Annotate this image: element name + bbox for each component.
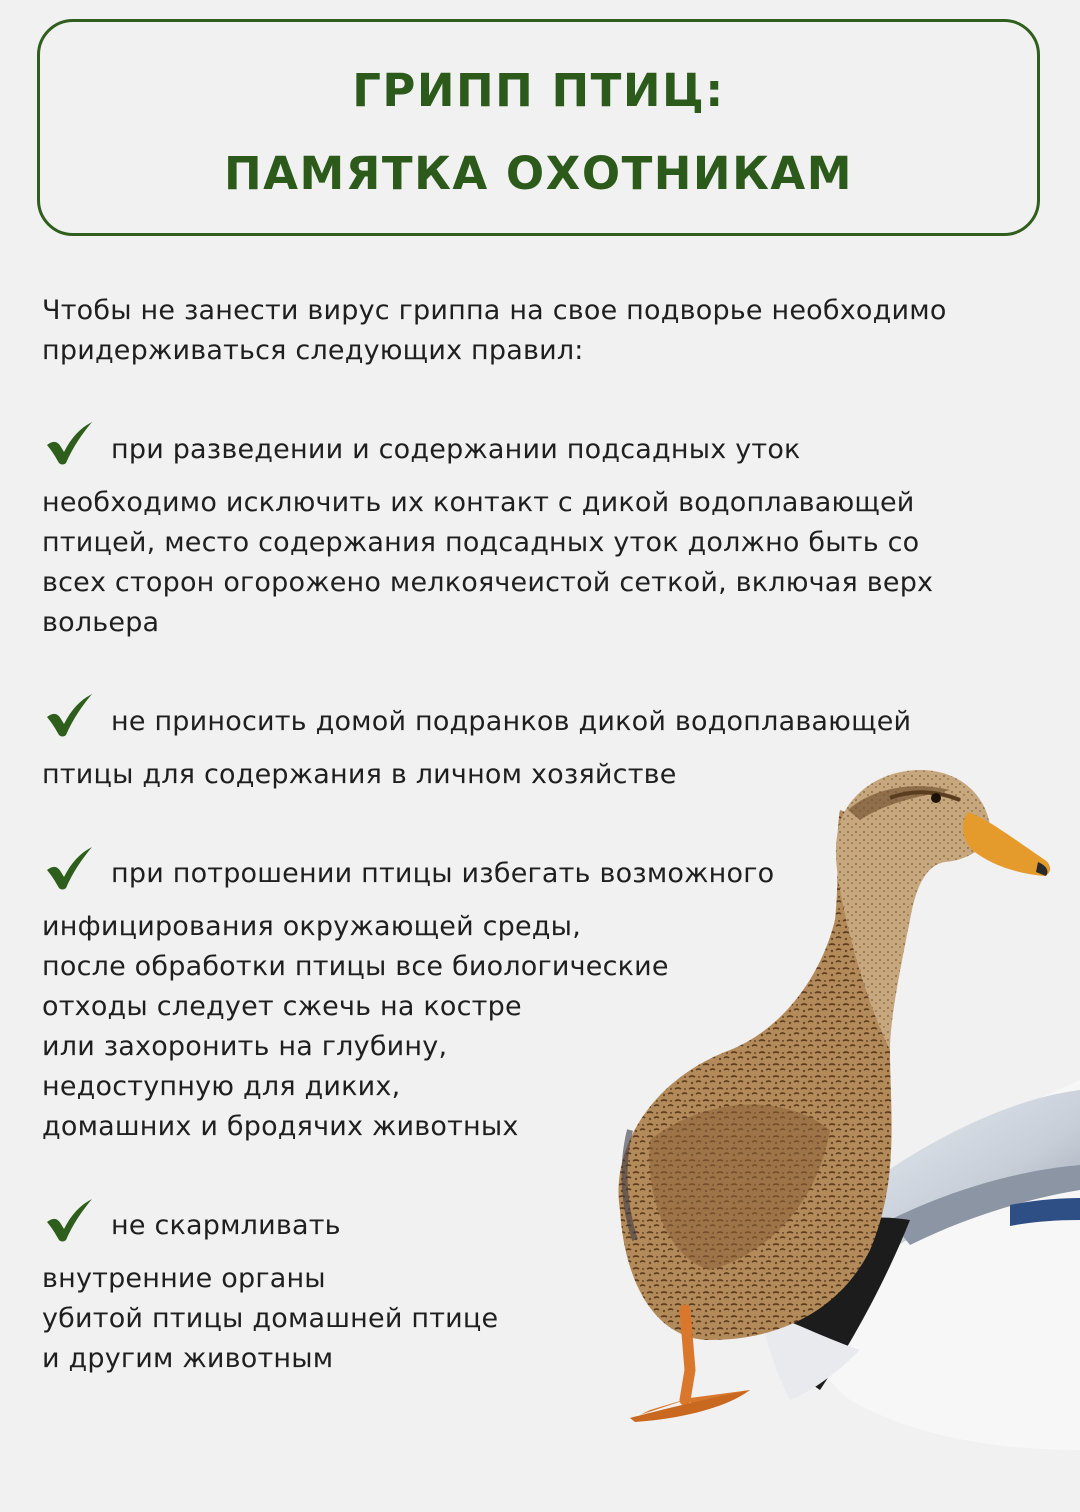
- rule-3-heading: при потрошении птицы избегать возможного: [111, 858, 775, 889]
- rule-line: необходимо исключить их контакт с дикой водоплавающей: [42, 487, 915, 518]
- page-title-line-2: ПАМЯТКА ОХОТНИКАМ: [223, 147, 853, 200]
- checkmark-icon: [44, 692, 94, 738]
- rule-line: внутренние органы: [42, 1263, 326, 1294]
- rule-line: после обработки птицы все биологические: [42, 951, 669, 982]
- rule-line: всех сторон огорожено мелкоячеистой сеткой, включая верх: [42, 567, 934, 598]
- rule-3-body: [42, 907, 669, 1147]
- rule-line: домашних и бродячих животных: [42, 1111, 519, 1142]
- checkmark-icon: [44, 845, 94, 891]
- rule-line: или захоронить на глубину,: [42, 1031, 448, 1062]
- rule-line: вольера: [42, 607, 160, 638]
- checkmark-icon: [44, 420, 94, 466]
- rule-line: птицей, место содержания подсадных уток должно быть со: [42, 527, 920, 558]
- rule-line: недоступную для диких,: [42, 1071, 401, 1102]
- checkmark-icon: [44, 1197, 94, 1243]
- page-title-line-1: ГРИПП ПТИЦ:: [352, 64, 725, 117]
- rule-1-heading: при разведении и содержании подсадных уток: [111, 434, 801, 465]
- intro-line: придерживаться следующих правил:: [42, 335, 584, 366]
- rule-4-body: [42, 1259, 498, 1379]
- intro-line: Чтобы не занести вирус гриппа на свое подворье необходимо: [42, 295, 947, 326]
- rule-4-heading: не скармливать: [111, 1210, 341, 1241]
- title-box: [37, 19, 1040, 236]
- duck-illustration: [590, 750, 1080, 1512]
- rule-2-body: [42, 755, 677, 795]
- rule-line: и другим животным: [42, 1343, 334, 1374]
- intro-paragraph: [42, 291, 947, 371]
- rule-2-heading: не приносить домой подранков дикой водоплавающей: [111, 706, 912, 737]
- rule-line: птицы для содержания в личном хозяйстве: [42, 759, 677, 790]
- rule-1-body: [42, 483, 933, 643]
- rule-line: отходы следует сжечь на костре: [42, 991, 522, 1022]
- rule-line: убитой птицы домашней птице: [42, 1303, 499, 1334]
- rule-line: инфицирования окружающей среды,: [42, 911, 581, 942]
